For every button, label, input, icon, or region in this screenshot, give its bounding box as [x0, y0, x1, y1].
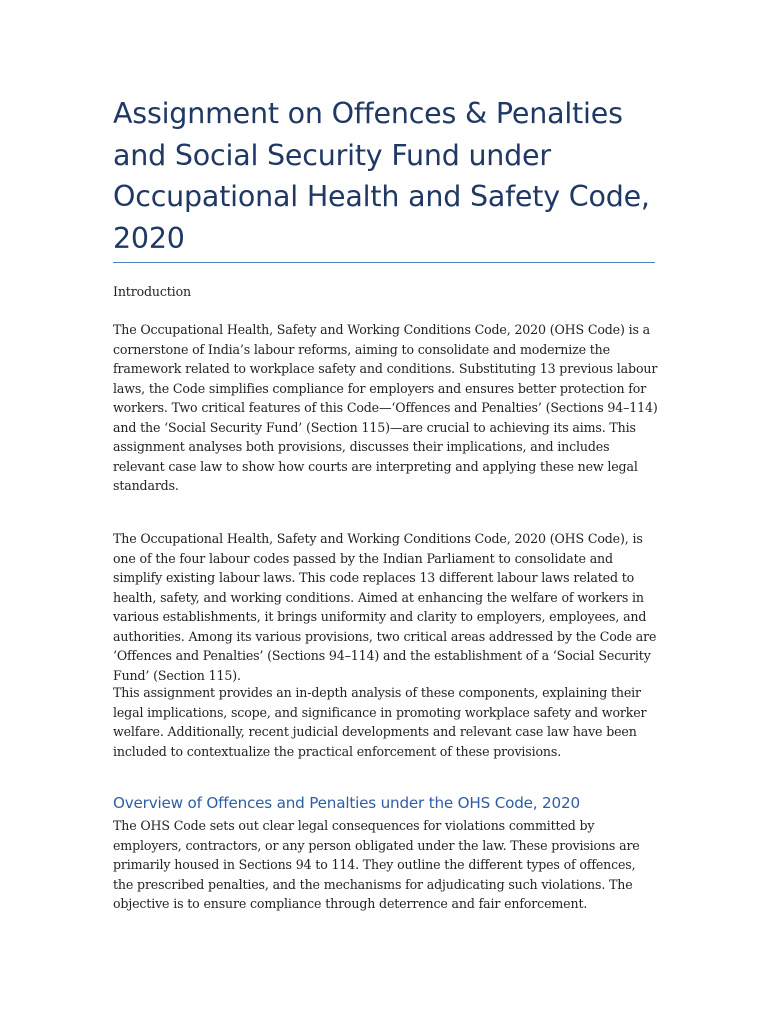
introduction-label: Introduction [113, 284, 191, 299]
intro-paragraph-1: The Occupational Health, Safety and Working Conditions Code, 2020 (OHS Code) is a cornerstone of India’s labour reforms, aiming to consolidate and modernize the framework related to workplace safety and conditions. Substituting 13 previous labour laws, the Code simplifies compliance for employers and ensures better protection for workers. Two critical features of this Code—‘Offences and Penalties’ (Sections 94–114) and the ‘Social Security Fund’ (Section 115)—are crucial to achieving its aims. This assignment analyses both provisions, discusses their implications, and includes relevant case law to show how courts are interpreting and applying these new legal standards. [113, 322, 658, 493]
intro-paragraph-2: The Occupational Health, Safety and Working Conditions Code, 2020 (OHS Code), is one of the four labour codes passed by the Indian Parliament to consolidate and simplify existing labour laws. This code replaces 13 different labour laws related to health, safety, and working conditions. Aimed at enhancing the welfare of workers in various establishments, it brings uniformity and clarity to employers, employees, and authorities. Among its various provisions, two critical areas addressed by the Code are ‘Offences and Penalties’ (Sections 94–114) and the establishment of a ‘Social Security Fund’ (Section 115). [113, 531, 657, 683]
document-title: Assignment on Offences & Penalties and Social Security Fund under Occupational Health and Safety Code, 2020 [113, 97, 650, 255]
section-heading-overview: Overview of Offences and Penalties under the OHS Code, 2020 [113, 794, 580, 812]
title-underline-divider [113, 262, 655, 263]
intro-paragraph-3: This assignment provides an in-depth analysis of these components, explaining their legal implications, scope, and significance in promoting workplace safety and worker welfare. Additionally, recent judicial developments and relevant case law have been included to contextualize the practical enforcement of these provisions. [113, 685, 647, 759]
section-paragraph-overview: The OHS Code sets out clear legal consequences for violations committed by employers, contractors, or any person obligated under the law. These provisions are primarily housed in Sections 94 to 114. They outline the different types of offences, the prescribed penalties, and the mechanisms for adjudicating such violations. The objective is to ensure compliance through deterrence and fair enforcement. [113, 818, 640, 911]
